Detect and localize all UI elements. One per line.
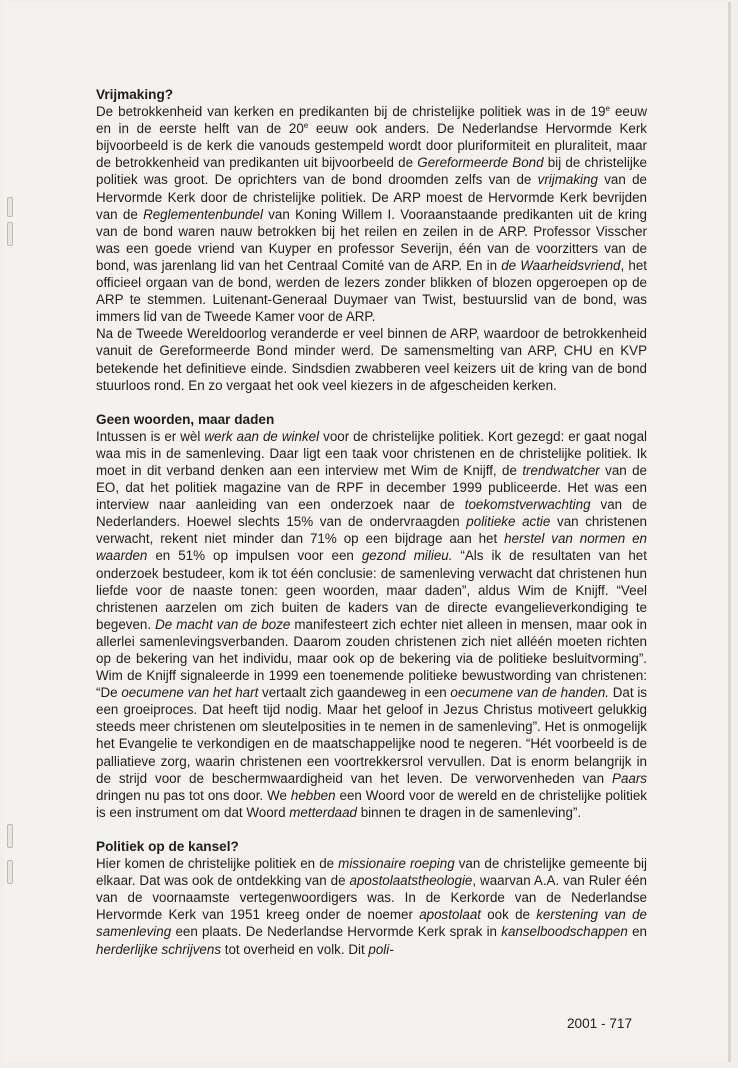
text-run: en 51% op impulsen voor een (147, 548, 362, 564)
text-run: van de christelijke gemeente bij elkaar. Dat was ook de ontdekking van de (96, 856, 647, 889)
text-run: van de EO, dat het politiek magazine van de RPF in december 1999 publiceerde. Het was een interview naar aanleiding van een onderzoek naar de (96, 462, 647, 513)
text-run: Intussen is er wèl (96, 428, 205, 444)
italic-text: apostolaat (419, 907, 481, 923)
article-section (96, 86, 647, 394)
text-run: “Als ik de resultaten van het onderzoek bestudeer, kom ik tot één conclusie: de samenleving verwacht dat christenen hun liefde voor de naaste tonen: geen woorden, maar daden”, aldus Wim de Knijff. “Veel christenen aarzelen om zich buiten de kaders van de directe evangelieverkondiging te begeven. (96, 548, 647, 632)
italic-text: oecumene van de handen. (450, 685, 610, 701)
italic-text: metterdaad (289, 804, 358, 820)
text-run: van christenen verwacht, rekent niet minder dan 71% op een bijdrage aan het (96, 514, 648, 547)
page-number: 2001 - 717 (567, 1016, 633, 1031)
superscript-text: e (303, 121, 309, 131)
italic-text: kerstening van de samenleving (96, 907, 647, 940)
italic-text: toekomstverwachting (464, 497, 591, 513)
article-section (96, 411, 647, 821)
text-run: , het officieel orgaan van de bond, werden de lezers zonder blikken of blozen opgeroepen op de ARP te stemmen. Luitenant-Generaal Duymaer van Twist, bestuurslid van de bond, was immers lid van de Tweede Kamer voor de ARP. (96, 257, 647, 325)
italic-text: De macht van de boze (155, 616, 291, 632)
italic-text: Reglementenbundel (143, 206, 263, 222)
italic-text: herderlijke schrijvens (96, 941, 222, 957)
italic-text: missionaire roeping (338, 856, 455, 872)
punch-hole (7, 860, 13, 884)
text-run: een plaats. De Nederlandse Hervormde Kerk sprak in (171, 924, 502, 940)
italic-text: poli- (368, 941, 394, 957)
section-heading: Politiek op de kansel? (96, 838, 239, 854)
italic-text: hebben (290, 787, 336, 803)
text-run: Na de Tweede Wereldoorlog veranderde er veel binnen de ARP, waardoor de betrokkenheid vanuit de Gereformeerde Bond minder werd. De samensmelting van ARP, CHU en KVP betekende het definitieve einde. Sindsdien zwabberen veel keizers uit de kring van de bond stuurloos rond. En zo vergaat het ook veel kiezers in de afgescheiden kerken. (96, 326, 647, 393)
text-run: eeuw en in de eerste helft van de 20 (96, 104, 647, 137)
text-run: bij de christelijke politiek was groot. De oprichters van de bond droomden zelfs van de (96, 155, 647, 188)
punch-hole (7, 222, 13, 246)
page (4, 2, 731, 1062)
italic-text: Paars (612, 770, 647, 786)
italic-text: gezond milieu. (361, 548, 453, 564)
superscript-text: e (605, 104, 610, 114)
text-run: binnen te dragen in de samenleving”. (357, 804, 582, 820)
italic-text: vrijmaking (537, 172, 598, 188)
italic-text: Gereformeerde Bond (417, 155, 544, 171)
italic-text: de Waarheidsvriend (501, 257, 621, 273)
text-run: , waarvan A.A. van Ruler één van de voornaamste vertegenwoordigers was. In de Kerkorde van de Nederlandse Hervormde Kerk van 1951 kreeg onder de noemer (96, 873, 648, 923)
punch-hole (7, 824, 13, 848)
italic-text: werk aan de winkel (204, 428, 320, 444)
text-run: en (627, 924, 647, 940)
text-run: eeuw ook anders. De Nederlandse Hervormde Kerk bijvoorbeeld is de kerk die vanouds gestempeld wordt door pluriformiteit en pluraliteit, maar de betrokkenheid van predikanten uit bijvoorbeeld de (96, 121, 647, 171)
italic-text: trendwatcher (522, 462, 600, 478)
punch-hole (7, 197, 13, 217)
paragraph (96, 325, 647, 393)
text-run: Dat is een groeiproces. Dat heeft tijd nodig. Maar het geloof in Jezus Christus motiveert gelukkig steeds meer christenen om sleutelposities in te nemen in de samenleving”. Het is onmogelijk het Evangelie te verkondigen en de maatschappelijke nood te negeren. “Hét voorbeeld is de palliatieve zorg, waarin christenen een voortrekkersrol vervullen. Dat is enorm belangrijk in de strijd voor de beschermwaardigheid van het leven. De verworvenheden van (96, 685, 647, 786)
section-heading: Geen woorden, maar daden (96, 411, 275, 427)
text-run: tot overheid en volk. Dit (221, 941, 369, 957)
article-section (96, 838, 647, 958)
text-run: vertaalt zich gaandeweg in een (258, 685, 451, 701)
italic-text: kanselboodschappen (501, 924, 628, 940)
article-body (96, 86, 647, 975)
text-run: Hier komen de christelijke politiek en de (96, 856, 339, 872)
text-run: van de Nederlanders. Hoewel slechts 15% van de ondervraagden (96, 497, 647, 530)
text-run: manifesteert zich echter niet alleen in mensen, maar ook in allerlei samenlevingsverbanden. Daarom zouden christenen zich niet alléén moeten richten op de bekering van het individu, maar ook op de bekering via de politieke besluitvorming”. Wim de Knijff signaleerde in 1999 een toenemende politieke bewustwording van christenen: “De (96, 616, 647, 701)
text-run: De betrokkenheid van kerken en predikanten bij de christelijke politiek was in de 19 (96, 104, 606, 120)
italic-text: oecumene van het hart (121, 685, 259, 701)
paragraph (96, 428, 647, 821)
paragraph (96, 855, 647, 958)
text-run: van Koning Willem I. Vooraanstaande predikanten uit de kring van de bond waren nauw betrokken bij het reilen en zeilen in de ARP. Professor Visscher was een goede vriend van Kuyper en professor Severijn, één van de voorzitters van de bond, was jarenlang lid van het Centraal Comité van de ARP. En in (96, 206, 647, 273)
italic-text: apostolaatstheologie (349, 873, 473, 889)
text-run: dringen nu pas tot ons door. We (96, 787, 291, 803)
text-run: ook de (480, 907, 537, 923)
paragraph (96, 103, 647, 325)
text-run: voor de christelijke politiek. Kort gezegd: er gaat nogal waa mis in de samenleving. Daar ligt een taak voor christenen en de christelijke politiek. Ik moet in dit verband denken aan een interview met Wim de Knijff, de (96, 428, 648, 478)
italic-text: herstel van normen en waarden (96, 531, 647, 564)
text-run: een Woord voor de wereld en de christelijke politiek is een instrument om dat Woord (96, 787, 647, 820)
text-run: van de Hervormde Kerk door de christelijke politiek. De ARP moest de Hervormde Kerk bevrijden van de (96, 172, 647, 222)
italic-text: politieke actie (466, 514, 551, 530)
section-heading: Vrijmaking? (96, 87, 174, 102)
